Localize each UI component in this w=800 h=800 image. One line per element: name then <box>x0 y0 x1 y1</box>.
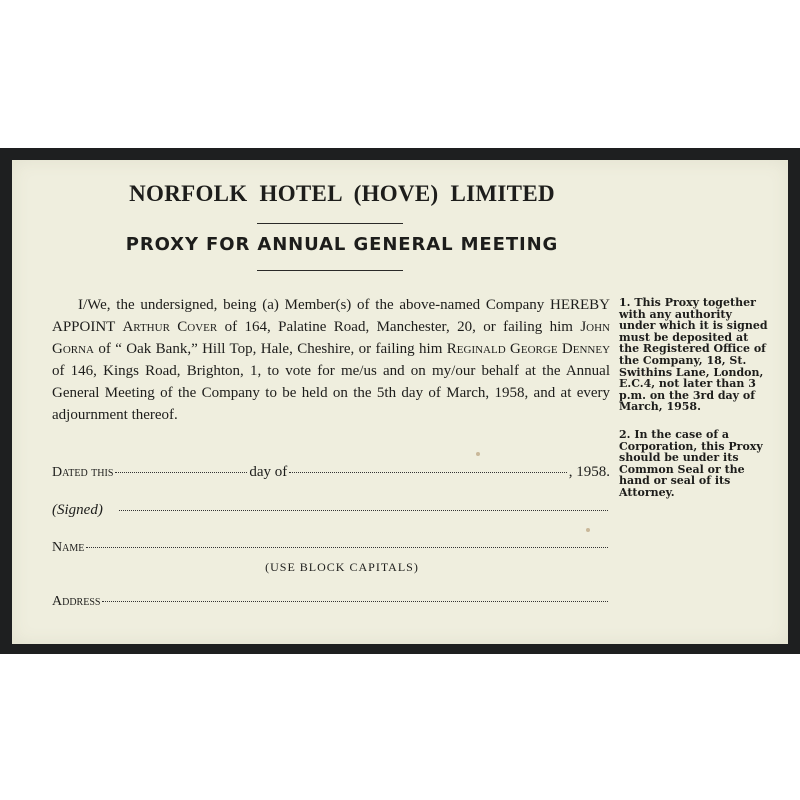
name-line <box>52 540 610 556</box>
signed-label: (Signed) <box>52 502 103 518</box>
name-label: Name <box>52 540 85 555</box>
appointee-first: Arthur Cover <box>122 319 218 335</box>
appointee-third: Reginald George Denney <box>446 341 611 357</box>
appointment-paragraph <box>52 294 610 426</box>
address-label: Address <box>52 594 101 609</box>
paper-speck <box>586 528 590 532</box>
name-blank[interactable] <box>86 546 608 548</box>
appointment-text-1: I/We, the undersigned, being (a) Member(s) of the above-named Company HEREBY APPOINT <box>52 297 610 335</box>
proxy-title: PROXY FOR ANNUAL GENERAL MEETING <box>125 234 559 255</box>
dated-month-blank[interactable] <box>289 471 566 473</box>
block-capitals-hint: (USE BLOCK CAPITALS) <box>265 560 419 574</box>
dated-line <box>52 464 610 481</box>
address-blank[interactable] <box>102 600 608 602</box>
note-deposit: 1. This Proxy together with any authority under which it is signed must be deposited at the Registered Office of the Company, 18, St. Swithins Lane, London, E.C.4, not later than 3 p.m. on the 3rd day of March, 1958. <box>619 296 768 414</box>
paper-speck <box>476 452 480 456</box>
title-rule-bottom <box>257 270 403 271</box>
dated-label: Dated this <box>52 465 114 480</box>
appointment-text-4: of 146, Kings Road, Brighton, 1, to vote for me/us and on my/our behalf at the Annual General Meeting of the Company to be held on the 5th day of March, 1958, and at every adjournment thereof. <box>52 363 610 423</box>
note-corporation: 2. In the case of a Corporation, this Proxy should be under its Common Seal or the hand or seal of its Attorney. <box>619 427 763 499</box>
day-of-label: day of <box>249 464 288 480</box>
proxy-card <box>12 160 788 644</box>
address-line <box>52 594 610 610</box>
signature-blank[interactable] <box>119 509 608 511</box>
appointment-text-2: of 164, Palatine Road, Manchester, 20, or failing him <box>217 319 581 335</box>
company-name: NORFOLK HOTEL (HOVE) LIMITED <box>129 181 555 206</box>
appointee-second: John Gorna <box>52 319 610 357</box>
year-suffix: , 1958. <box>568 464 610 480</box>
notes-column <box>619 297 769 515</box>
appointment-text-3: of “ Oak Bank,” Hill Top, Hale, Cheshire, or failing him <box>94 341 447 357</box>
title-rule-top <box>257 223 403 224</box>
dated-day-blank[interactable] <box>115 471 247 473</box>
signed-line <box>52 502 610 519</box>
